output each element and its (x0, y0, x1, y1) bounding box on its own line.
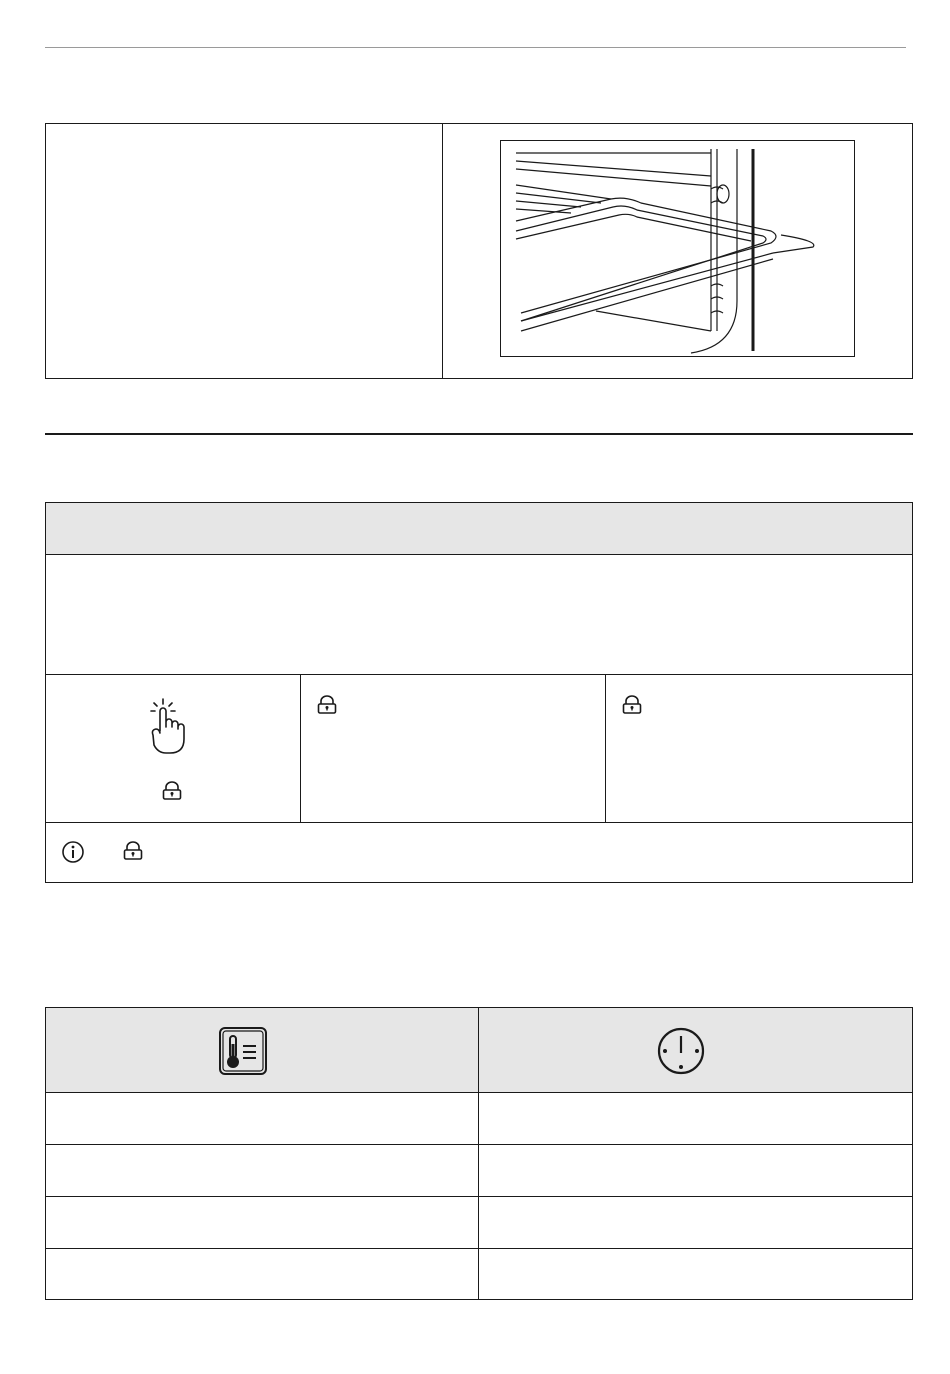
table-row (46, 1197, 912, 1249)
lock-table-description (46, 555, 912, 675)
section-rule (45, 433, 913, 435)
temperature-cell (46, 1145, 478, 1196)
oven-tray-on-shelf-illustration (501, 141, 855, 357)
table-header-row (46, 1008, 912, 1093)
lock-icon (317, 695, 337, 715)
cell-divider (442, 124, 443, 378)
lock-icon (162, 781, 182, 801)
time-cell (479, 1197, 913, 1248)
lock-function-table (45, 502, 913, 883)
lock-icon (123, 841, 143, 861)
lock-step-3 (606, 675, 913, 822)
temperature-cell (46, 1197, 478, 1248)
oven-tray-illustration (500, 140, 855, 357)
tray-instruction-text (46, 124, 442, 378)
lock-steps-row (46, 675, 912, 823)
lock-step-1 (46, 675, 301, 822)
tray-instruction-box (45, 123, 913, 379)
info-icon (61, 840, 85, 864)
time-cell (479, 1248, 913, 1300)
time-column-header (479, 1008, 913, 1092)
table-row (46, 1145, 912, 1197)
thermometer-icon (218, 1026, 268, 1076)
lock-icon (622, 695, 642, 715)
clock-icon (656, 1026, 706, 1076)
lock-note (46, 823, 912, 882)
table-row (46, 1093, 912, 1145)
time-cell (479, 1093, 913, 1144)
touch-hand-icon (149, 697, 195, 755)
temperature-column-header (46, 1008, 478, 1092)
temperature-time-table (45, 1007, 913, 1300)
time-cell (479, 1145, 913, 1196)
table-row (46, 1248, 912, 1300)
temperature-cell (46, 1093, 478, 1144)
lock-step-2 (301, 675, 606, 822)
lock-table-header (46, 503, 912, 555)
header-rule (45, 47, 906, 48)
temperature-cell (46, 1248, 478, 1300)
